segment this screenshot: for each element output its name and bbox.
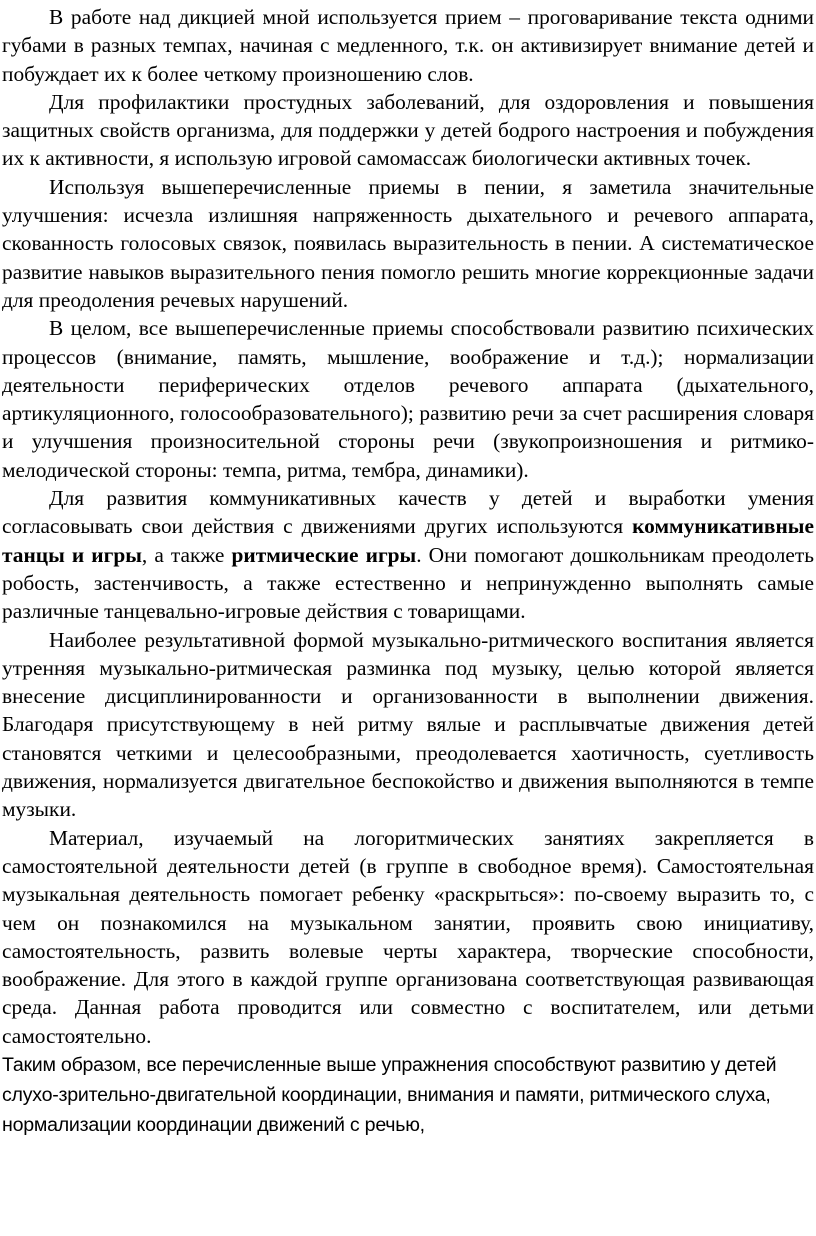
- paragraph-5-text-2: , а также: [141, 542, 232, 567]
- communicative-dances-term: коммуникативные танцы и игры: [2, 514, 814, 567]
- paragraph-5-text-1: Для развития коммуникативных качеств у детей и выработки умения согласовывать свои действия с движениями других используются: [2, 486, 814, 539]
- paragraph-conclusion: Таким образом, все перечисленные выше упражнения способствуют развитию у детей слухо-зрительно-двигательной координации, внимания и памяти, ритмического слуха, нормализации координации движений с речью,: [2, 1053, 777, 1136]
- paragraph-self-massage: Для профилактики простудных заболеваний, для оздоровления и повышения защитных свойств организма, для поддержки у детей бодрого настроения и побуждения их к активности, я использую игровой самомассаж биологически активных точек.: [2, 89, 814, 171]
- rhythmic-games-term: ритмические игры: [231, 542, 417, 567]
- paragraph-diction: В работе над дикцией мной используется прием – проговаривание текста одними губами в разных темпах, начиная с медленного, т.к. он активизирует внимание детей и побуждает их к более четкому произношению слов.: [2, 5, 814, 86]
- paragraph-summary: В целом, все вышеперечисленные приемы способствовали развитию психических процессов (внимание, память, мышление, воображение и т.д.); нормализации деятельности периферических отделов речевого аппарата (дыхательного, артикуляционного, голосообразовательного); развитию речи за счет расширения словаря и улучшения произносительной стороны речи (звукопроизношения и ритмико-мелодической стороны: темпа, ритма, тембра, динамики).: [2, 316, 814, 482]
- paragraph-communicative-dances: [2, 484, 814, 625]
- paragraph-5-text-3: . Они помогают дошкольникам преодолеть робость, застенчивость, а также естественно и непринужденно выполнять самые различные танцевально-игровые действия с товарищами.: [2, 542, 814, 624]
- paragraph-morning-warmup: Наиболее результативной формой музыкально-ритмического воспитания является утренняя музыкально-ритмическая разминка под музыку, целью которой является внесение дисциплинированности и организованности в выполнении движения. Благодаря присутствующему в ней ритму вялые и расплывчатые движения детей становятся четкими и целесообразными, преодолевается хаотичность, суетливость движения, нормализуется двигательное беспокойство и движения выполняются в темпе музыки.: [2, 627, 814, 822]
- paragraph-independent-activity: Материал, изучаемый на логоритмических занятиях закрепляется в самостоятельной деятельности детей (в группе в свободное время). Самостоятельная музыкальная деятельность помогает ребенку «раскрыться»: по-своему выразить то, с чем он познакомился на музыкальном занятии, проявить свою инициативу, самостоятельность, развить волевые черты характера, творческие способности, воображение. Для этого в каждой группе организована соответствующая развивающая среда. Данная работа проводится или совместно с воспитателем, или детьми самостоятельно.: [2, 825, 814, 1048]
- paragraph-singing-improvements: Используя вышеперечисленные приемы в пении, я заметила значительные улучшения: исчезла излишняя напряженность дыхательного и речевого аппарата, скованность голосовых связок, появилась выразительность в пении. А систематическое развитие навыков выразительного пения помогло решить многие коррекционные задачи для преодоления речевых нарушений.: [2, 174, 814, 312]
